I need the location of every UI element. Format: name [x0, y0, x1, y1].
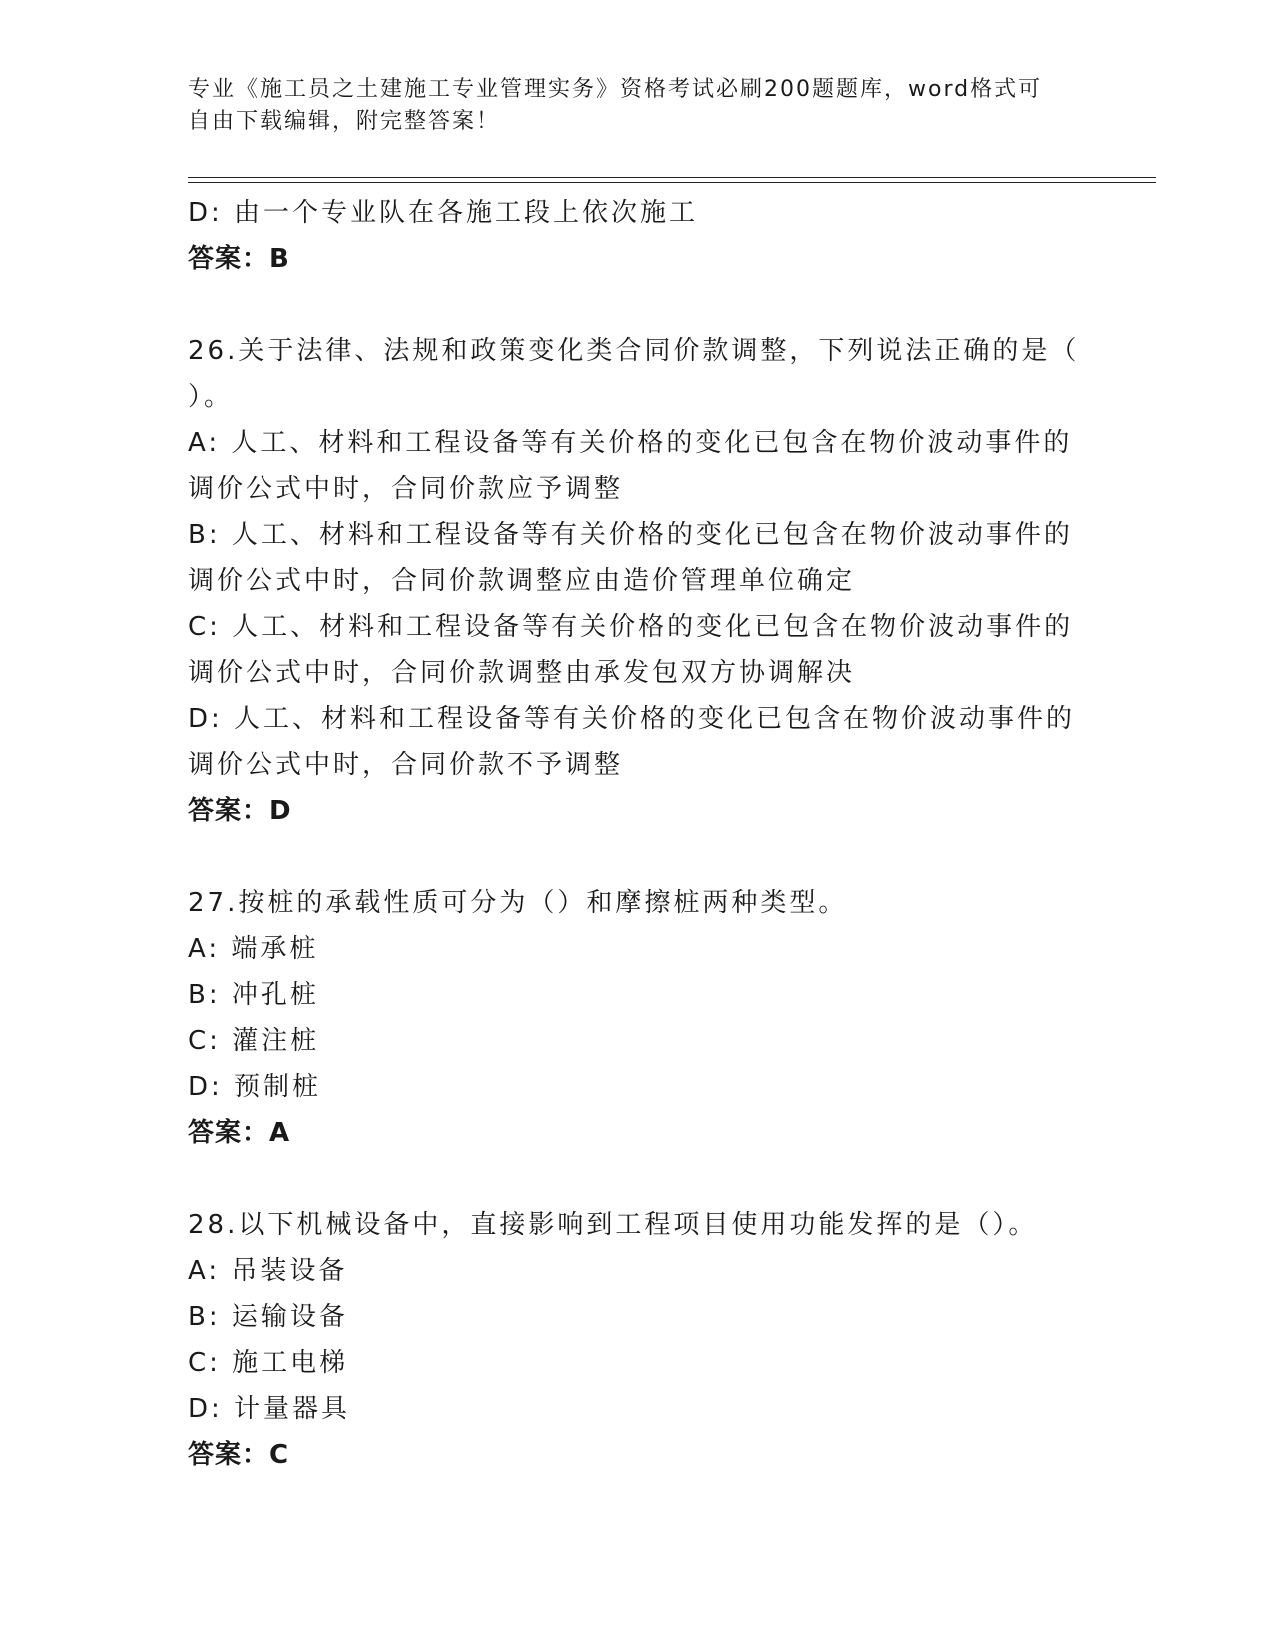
header-title-line-2: 自由下载编辑，附完整答案！	[188, 109, 501, 134]
option-c: C: 施工电梯	[188, 1348, 349, 1378]
question-28	[188, 1202, 1088, 1478]
header-title-line-1: 专业《施工员之土建施工专业管理实务》资格考试必刷200题题库，word格式可	[188, 77, 1043, 102]
option-c-continuation: 调价公式中时，合同价款调整由承发包双方协调解决	[188, 658, 856, 688]
option-a: A: 人工、材料和工程设备等有关价格的变化已包含在物价波动事件的	[188, 428, 1073, 458]
answer-line: 答案：C	[188, 1440, 290, 1470]
option-d: D: 计量器具	[188, 1394, 351, 1424]
question-stem: ）。	[188, 382, 234, 412]
question-26	[188, 328, 1088, 834]
question-stem: 26.关于法律、法规和政策变化类合同价款调整，下列说法正确的是（	[188, 336, 1080, 366]
answer-line: 答案：A	[188, 1118, 291, 1148]
option-b-continuation: 调价公式中时，合同价款调整应由造价管理单位确定	[188, 566, 856, 596]
option-a: A: 吊装设备	[188, 1256, 348, 1286]
option-d-continuation: 调价公式中时，合同价款不予调整	[188, 750, 624, 780]
option-a: A: 端承桩	[188, 934, 319, 964]
document-header	[188, 74, 1068, 138]
spacer	[188, 834, 1088, 880]
option-c: C: 人工、材料和工程设备等有关价格的变化已包含在物价波动事件的	[188, 612, 1074, 642]
option-b: B: 冲孔桩	[188, 980, 319, 1010]
spacer	[188, 282, 1088, 328]
option-b: B: 运输设备	[188, 1302, 348, 1332]
option-d: D: 预制桩	[188, 1072, 322, 1102]
question-27	[188, 880, 1088, 1156]
option-a-continuation: 调价公式中时，合同价款应予调整	[188, 474, 624, 504]
question-list	[188, 190, 1088, 1478]
option-d: D: 人工、材料和工程设备等有关价格的变化已包含在物价波动事件的	[188, 704, 1076, 734]
header-divider-top	[188, 177, 1156, 178]
option-b: B: 人工、材料和工程设备等有关价格的变化已包含在物价波动事件的	[188, 520, 1073, 550]
option-d: D: 由一个专业队在各施工段上依次施工	[188, 198, 699, 228]
answer-line: 答案：D	[188, 796, 292, 826]
header-divider-bottom	[188, 182, 1156, 183]
answer-line: 答案：B	[188, 244, 290, 274]
question-stem: 27.按桩的承载性质可分为（）和摩擦桩两种类型。	[188, 888, 848, 918]
previous-question-tail	[188, 190, 1088, 282]
option-c: C: 灌注桩	[188, 1026, 320, 1056]
spacer	[188, 1156, 1088, 1202]
question-stem: 28.以下机械设备中，直接影响到工程项目使用功能发挥的是（）。	[188, 1210, 1038, 1240]
